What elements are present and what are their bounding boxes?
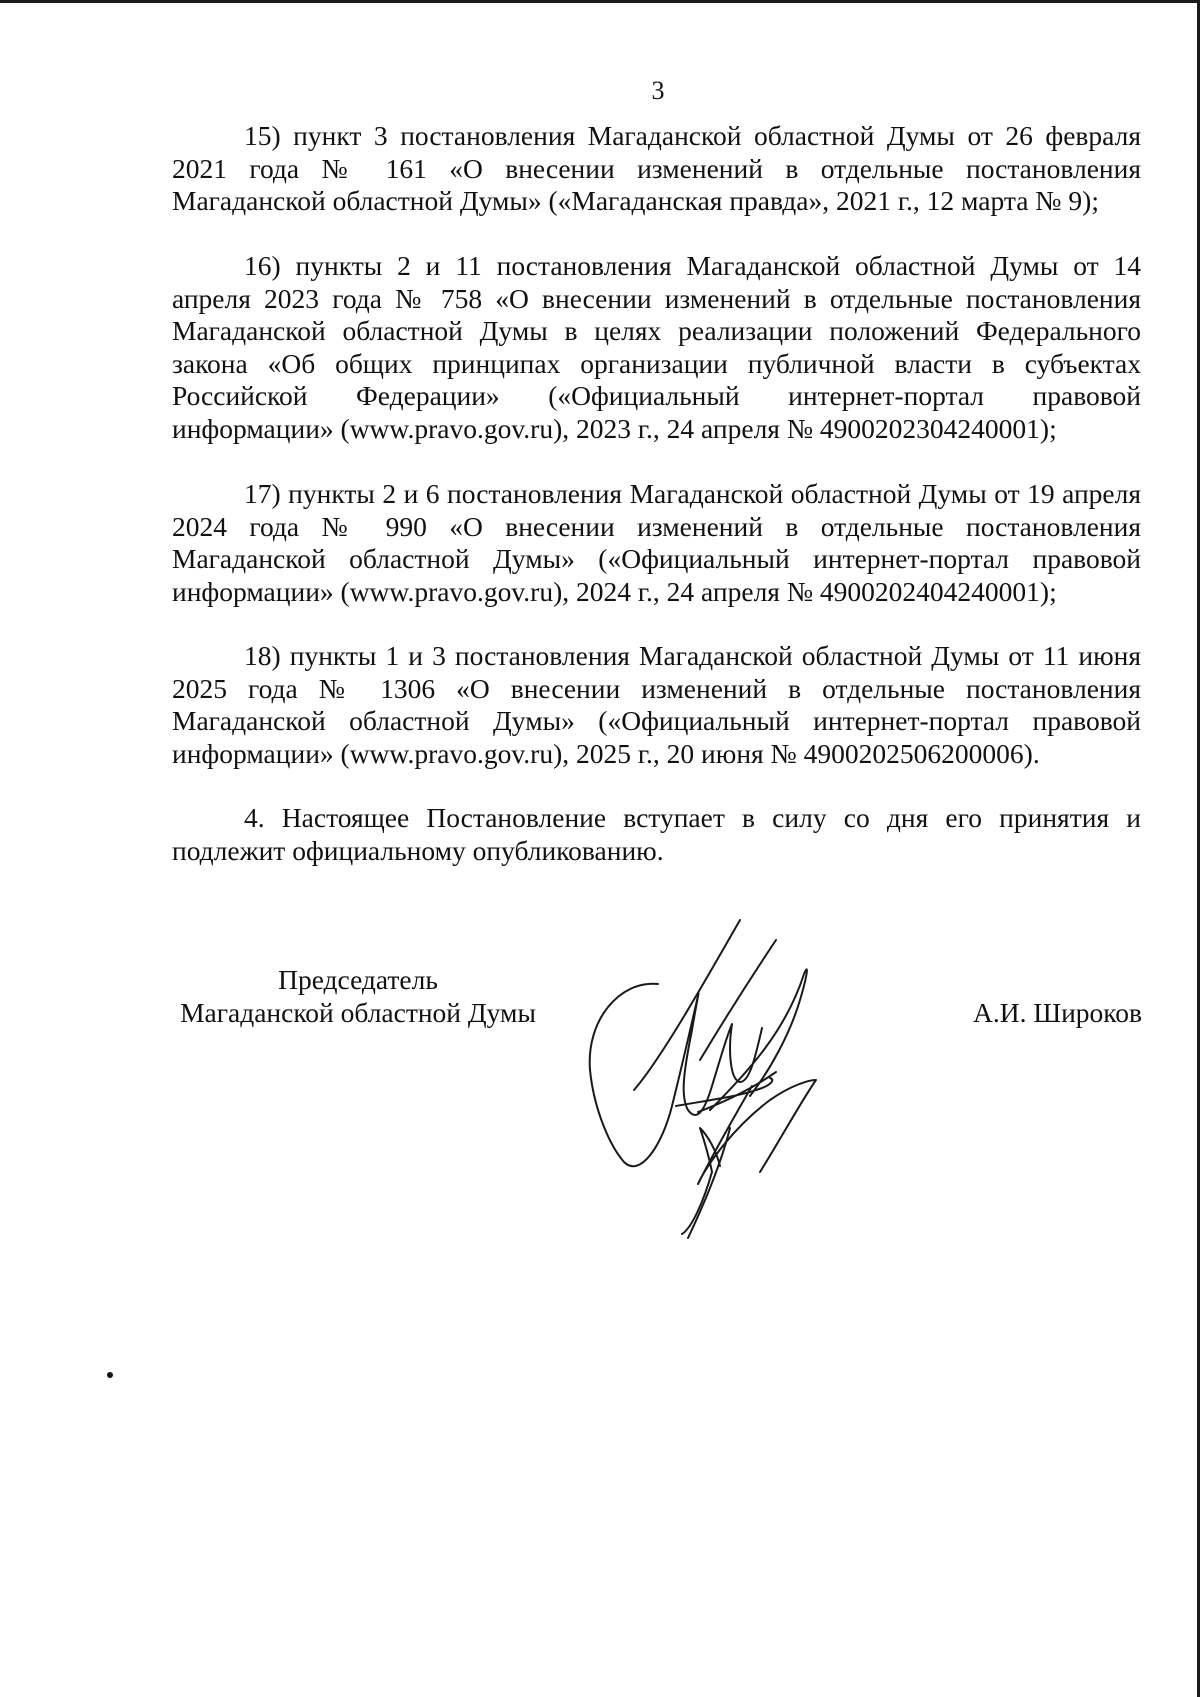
signer-name: А.И. Широков	[972, 997, 1142, 1028]
paragraph-item-16: 16) пункты 2 и 11 постановления Магаданской областной Думы от 14 апреля 2023 года № 758 «О внесении изменений в отдельные постановления Магаданской областной Думы в целях реализации положений Федерального закона «Об общих принципах организации публичной власти в субъектах Российской Федерации» («Официальный интернет-портал правовой информации» (www.pravo.gov.ru), 2023 г., 24 апреля № 4900202304240001);	[172, 250, 1141, 444]
signatory-title	[172, 963, 544, 1029]
paragraph-item-15: 15) пункт 3 постановления Магаданской областной Думы от 26 февраля 2021 года № 161 «О внесении изменений в отдельные постановления Магаданской областной Думы» («Магаданская правда», 2021 г., 12 марта № 9);	[172, 120, 1141, 216]
handwritten-signature	[580, 910, 850, 1250]
scan-speck	[107, 1372, 113, 1378]
signatory-title-line1: Председатель	[278, 964, 438, 995]
scan-border-top	[0, 0, 1200, 3]
paragraph-clause-4: 4. Настоящее Постановление вступает в силу со дня его принятия и подлежит официальному опубликованию.	[172, 802, 1141, 866]
signatory-title-line2: Магаданской областной Думы	[180, 997, 536, 1028]
paragraph-item-18: 18) пункты 1 и 3 постановления Магаданской областной Думы от 11 июня 2025 года № 1306 «О внесении изменений в отдельные постановления Магаданской областной Думы» («Официальный интернет-портал правовой информации» (www.pravo.gov.ru), 2025 г., 20 июня № 4900202506200006).	[172, 640, 1141, 769]
page-number: 3	[651, 76, 665, 105]
paragraph-item-17: 17) пункты 2 и 6 постановления Магаданской областной Думы от 19 апреля 2024 года № 990 «О внесении изменений в отдельные постановления Магаданской областной Думы» («Официальный интернет-портал правовой информации» (www.pravo.gov.ru), 2024 г., 24 апреля № 4900202404240001);	[172, 478, 1141, 607]
